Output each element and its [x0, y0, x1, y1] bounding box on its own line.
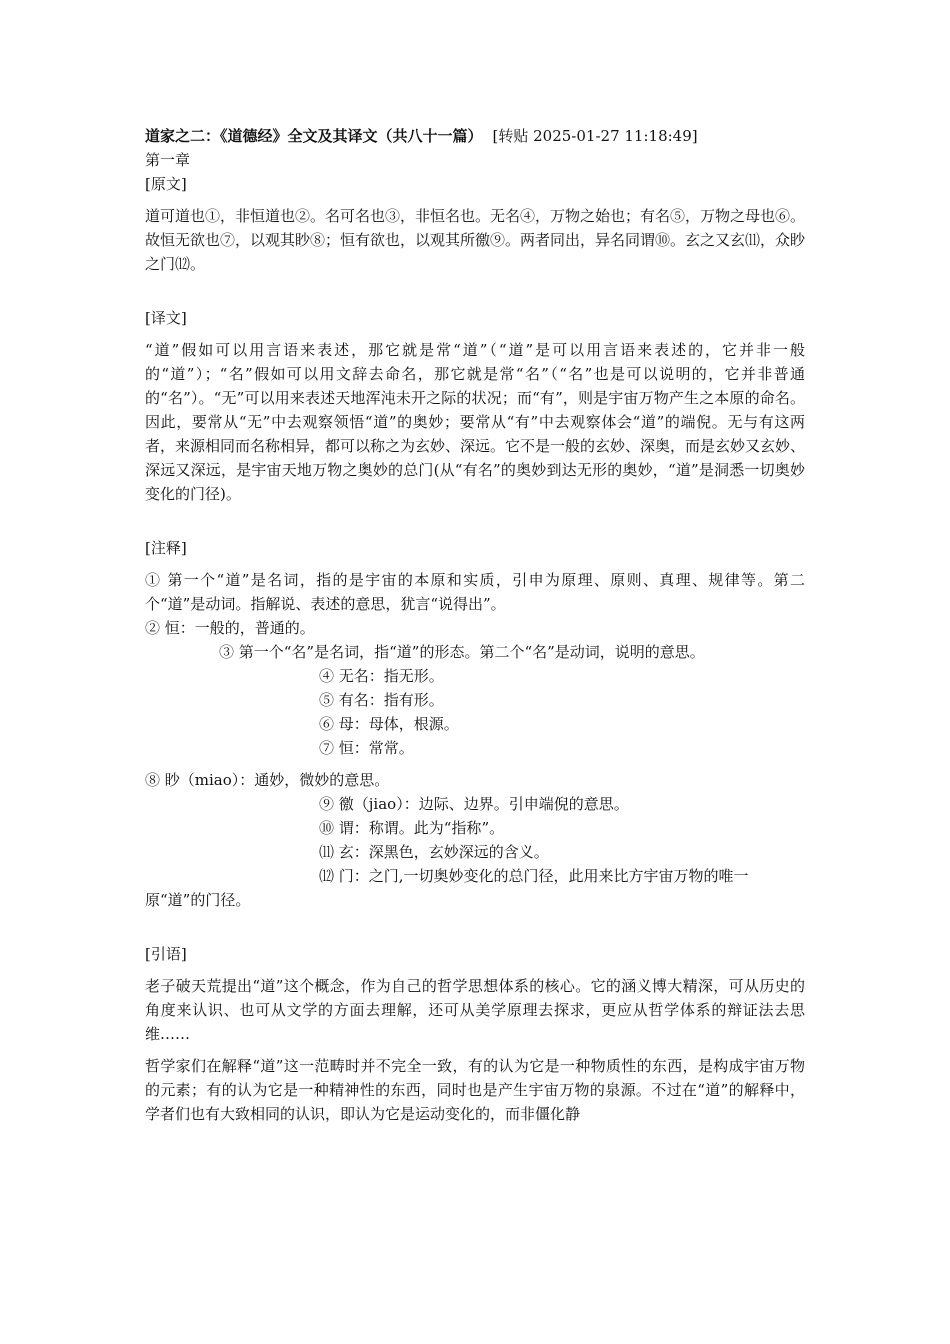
note-7: ⑦ 恒：常常。: [319, 739, 414, 757]
note-9: ⑨ 徼（jiao）：边际、边界。引申端倪的意思。: [319, 795, 629, 813]
post-meta: [转贴 2025-01-27 11:18:49]: [492, 127, 698, 145]
note-5: ⑤ 有名：指有形。: [319, 691, 444, 709]
note-2: ② 恒：一般的，普通的。: [145, 619, 315, 637]
translation-label: [译文]: [145, 309, 187, 327]
note-10: ⑩ 谓：称谓。此为“指称”。: [319, 819, 505, 837]
original-text: 道可道也①，非恒道也②。名可名也③，非恒名也。无名④，万物之始也；有名⑤，万物之母也⑥。故恒无欲也⑦，以观其眇⑧；恒有欲也，以观其所徼⑨。两者同出，异名同谓⑩。玄之又玄⑾，众眇之门⑿。: [145, 207, 806, 273]
note-11: ⑾ 玄：深黑色，玄妙深远的含义。: [319, 843, 549, 861]
page-title: 道家之二：《道德经》全文及其译文（共八十一篇）: [145, 127, 483, 145]
document-header: [145, 124, 805, 148]
note-12: ⑿ 门：之门,一切奥妙变化的总门径，此用来比方宇宙万物的唯一: [319, 867, 749, 885]
foreword-paragraph-2: 哲学家们在解释“道”这一范畴时并不完全一致，有的认为它是一种物质性的东西，是构成宇宙万物的元素；有的认为它是一种精神性的东西，同时也是产生宇宙万物的泉源。不过在“道”的解释中，学者们也有大致相同的认识，即认为它是运动变化的，而非僵化静: [145, 1057, 805, 1123]
note-1: ① 第一个“道”是名词，指的是宇宙的本原和实质，引申为原理、原则、真理、规律等。第二个“道”是动词。指解说、表述的意思，犹言“说得出”。: [145, 571, 805, 613]
note-3: ③ 第一个“名”是名词，指“道”的形态。第二个“名”是动词，说明的意思。: [219, 643, 705, 661]
chapter-heading: 第一章: [145, 151, 191, 169]
foreword-paragraph-1: 老子破天荒提出“道”这个概念，作为自己的哲学思想体系的核心。它的涵义博大精深，可从历史的角度来认识、也可从文学的方面去理解，还可从美学原理去探求，更应从哲学体系的辩证法去思维……: [145, 977, 805, 1043]
note-8: ⑧ 眇（miao）：通妙，微妙的意思。: [145, 771, 390, 789]
document-page: [145, 124, 805, 1126]
notes-label: [注释]: [145, 539, 187, 557]
original-label: [原文]: [145, 175, 187, 193]
note-6: ⑥ 母：母体，根源。: [319, 715, 459, 733]
note-12-continued: 原“道”的门径。: [145, 891, 251, 909]
note-4: ④ 无名：指无形。: [319, 667, 444, 685]
foreword-label: [引语]: [145, 945, 187, 963]
translation-text: “道”假如可以用言语来表述，那它就是常“道”（“道”是可以用言语来表述的，它并非一般的“道”）；“名”假如可以用文辞去命名，那它就是常“名”（“名”也是可以说明的，它并非普通的“名”）。“无”可以用来表述天地浑沌未开之际的状况；而“有”，则是宇宙万物产生之本原的命名。因此，要常从“无”中去观察领悟“道”的奥妙；要常从“有”中去观察体会“道”的端倪。无与有这两者，来源相同而名称相异，都可以称之为玄妙、深远。它不是一般的玄妙、深奥，而是玄妙又玄妙、深远又深远，是宇宙天地万物之奥妙的总门(从“有名”的奥妙到达无形的奥妙，“道”是洞悉一切奥妙变化的门径)。: [145, 341, 806, 503]
